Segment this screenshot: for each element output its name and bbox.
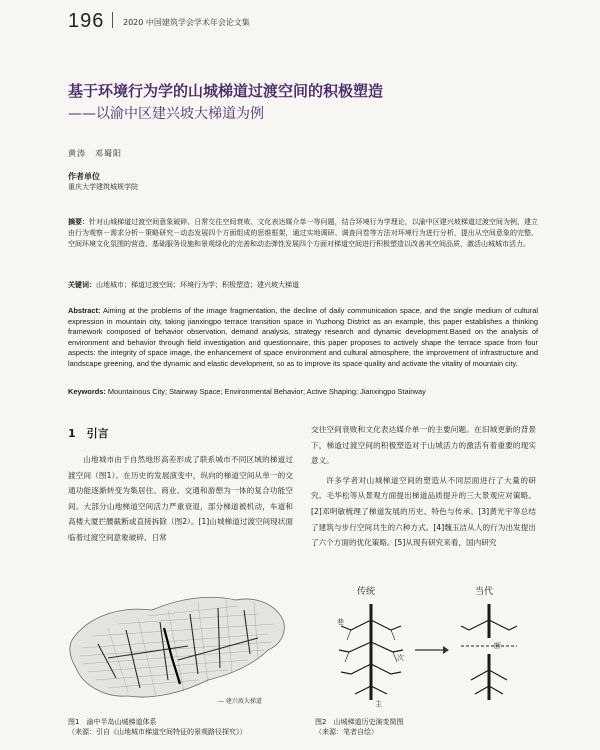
mark-break: 断 bbox=[494, 642, 501, 650]
body-right-para-1: 交往空间衰败和文化表达媒介单一的主要问题。在旧城更新的背景下，梯道过渡空间的积极塑造对于山城活力的激活有着重要的现实意义。 bbox=[311, 425, 536, 466]
figure-2-label-traditional: 传统 bbox=[357, 587, 376, 597]
page-number: 196 bbox=[68, 10, 105, 32]
abstract-cn-label: 摘要： bbox=[68, 218, 90, 226]
figure-2-diagram bbox=[311, 580, 536, 712]
figure-2-caption bbox=[315, 717, 403, 737]
figure-1-caption-title: 图1 渝中半岛山城梯道体系 bbox=[68, 718, 157, 726]
paper-title: 基于环境行为学的山城梯道过渡空间的积极塑造 bbox=[68, 82, 384, 100]
section-heading: 1 引言 bbox=[68, 427, 109, 440]
body-right-column bbox=[311, 422, 536, 551]
header-divider bbox=[112, 12, 113, 28]
keywords-en bbox=[68, 386, 538, 397]
figure-2-caption-title: 图2 山城梯道历史演变简图 bbox=[315, 718, 404, 726]
paper-subtitle: ——以渝中区建兴坡大梯道为例 bbox=[68, 106, 264, 122]
abstract-cn bbox=[68, 217, 538, 250]
figure-1-map bbox=[68, 588, 296, 713]
abstract-en-text: Aiming at the problems of the image fragmentation, the decline of daily communication space, and the single medium of cultural expression in mountain city, taking jianxingpo terrace transition space in Yuzhong District as an example, this paper establishes a thinking framework composed of behavior observation, demand analysis, strategy research and dynamic development.Based on the analysis of environment and behavior through field investigation and questionnaire, this paper proposes to actively shape the terrace space from four aspects: the integrity of space image, the enhancement of space environment and cultural atmosphere, the improvement of infrastructure and landscape greening, and the dynamic and elastic development, so as to improve its space quality and activate the vitality of mountain city. bbox=[68, 306, 538, 368]
figure-1-caption bbox=[68, 717, 247, 737]
keywords-cn-label: 关键词： bbox=[68, 281, 96, 289]
keywords-cn-text: 山地城市；梯道过渡空间；环境行为学；积极塑造；建兴坡大梯道 bbox=[96, 281, 299, 289]
abstract-en bbox=[68, 306, 538, 370]
mark-main: 主 bbox=[375, 700, 382, 708]
figure-1-caption-source: （来源：引自《山地城市梯道空间特征的景观路径探究》） bbox=[68, 728, 247, 736]
figure-2-caption-source: （来源：笔者自绘） bbox=[315, 728, 378, 736]
mark-alley: 巷 bbox=[337, 618, 344, 626]
keywords-en-label: Keywords: bbox=[68, 387, 106, 396]
body-left-column: 山地城市由于自然地形高差形成了联系城市不同区域的梯道过渡空间（图1）。在历史的发展演变中，纵向的梯道空间从单一的交通功能逐渐转变为集居住、商业、交通和游憩为一体的复合功能空间。大部分山地梯道空间活力严重衰退，部分梯道被机动，车道和高楼大厦拦腰截断或直接拆除（图2）。[1]山城梯道过渡空间现状面临着过渡空间意象破碎、日常 bbox=[68, 455, 293, 542]
figure-1-legend: — 建兴坡大梯道 bbox=[218, 698, 262, 705]
affiliation-text: 重庆大学建筑城规学院 bbox=[68, 183, 138, 191]
abstract-en-label: Abstract: bbox=[68, 306, 101, 315]
figure-2-label-contemporary: 当代 bbox=[475, 587, 494, 597]
authors: 黄涛 邓蜀阳 bbox=[68, 149, 122, 158]
mark-secondary: 次 bbox=[397, 654, 404, 662]
keywords-en-text: Mountainous City; Stairway Space; Environmental Behavior; Active Shaping; Jianxingpo Stairway bbox=[107, 387, 426, 396]
running-title: 2020 中国建筑学会学术年会论文集 bbox=[123, 18, 250, 27]
keywords-cn bbox=[68, 280, 538, 291]
affiliation-label: 作者单位 bbox=[68, 172, 100, 181]
abstract-cn-text: 针对山城梯道过渡空间意象破碎、日常交往空间衰败、文化表达媒介单一等问题，结合环境行为学理论，以渝中区建兴坡梯道过渡空间为例，建立由行为观察－需求分析－策略研究－动态发展四个方面组成的思维框架，通过实地调研、调查问卷等方法对环境行为进行分析，提出从空间意象的完整、空间环境文化氛围的营造、基础服务设施和景观绿化的完善和动态弹性发展四个方面对梯道空间进行积极塑造以改善其空间品质，激活山城城市活力。 bbox=[68, 218, 538, 248]
body-right-para-2: 许多学者对山城梯道空间的塑造从不同层面进行了大量的研究。毛华松等从景观方面提出梯道品质提升的三大景观应对策略。[2]邓明敏梳理了梯道发展的历史、特色与传承。[3]黄光宇等总结了建筑与步行空间共生的六种方式。[4]魏玉洁从人的行为出发提出了六个方面的优化策略。[5]从现有研究来看，国内研究 bbox=[311, 475, 536, 548]
